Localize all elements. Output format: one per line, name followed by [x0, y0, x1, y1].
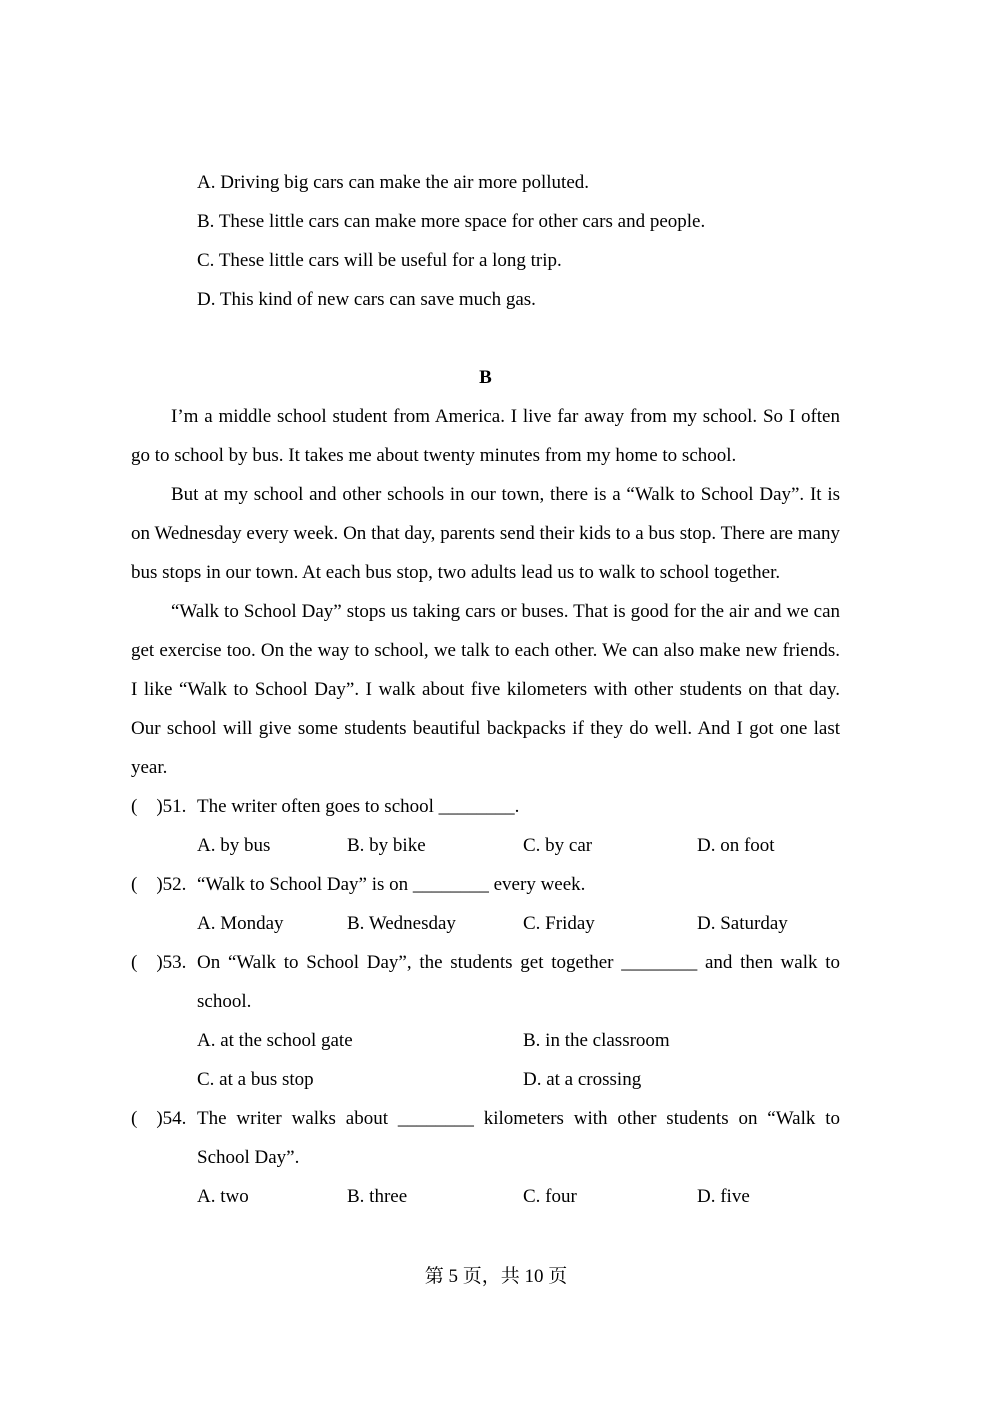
- question-54-option-b: B. three: [347, 1186, 408, 1207]
- question-51-stem: The writer often goes to school ________.: [197, 796, 520, 817]
- question-51-option-a: A. by bus: [197, 835, 271, 856]
- blank-line: [131, 319, 840, 358]
- question-54-options: [131, 1177, 840, 1216]
- question-52-option-c: C. Friday: [523, 913, 595, 934]
- question-53-option-d: D. at a crossing: [523, 1069, 642, 1090]
- content-area: [131, 163, 840, 1216]
- lead-option-a: A. Driving big cars can make the air more polluted.: [197, 172, 590, 193]
- page-footer: 第 5 页，共 10 页: [424, 1266, 568, 1287]
- question-54-option-a: A. two: [197, 1186, 249, 1207]
- question-53-options-row-2: [131, 1060, 840, 1099]
- question-53-answer-bracket: ( )53.: [131, 952, 187, 973]
- question-54: [131, 1099, 840, 1177]
- question-53-option-b: B. in the classroom: [523, 1030, 670, 1051]
- question-52-options: [131, 904, 840, 943]
- lead-option-c: C. These little cars will be useful for a long trip.: [197, 250, 562, 271]
- question-54-option-d: D. five: [697, 1186, 750, 1207]
- passage-section-heading: B: [479, 367, 492, 388]
- question-54-stem: The writer walks about ________ kilometers with other students on “Walk to School Day”.: [197, 1108, 840, 1168]
- passage-paragraph-1: I’m a middle school student from America. I live far away from my school. So I often go to school by bus. It takes me about twenty minutes from my home to school.: [131, 406, 840, 466]
- question-51-option-c: C. by car: [523, 835, 593, 856]
- question-53-stem: On “Walk to School Day”, the students get together ________ and then walk to school.: [197, 952, 840, 1012]
- question-51-option-d: D. on foot: [697, 835, 775, 856]
- question-52-option-d: D. Saturday: [697, 913, 788, 934]
- question-54-option-c: C. four: [523, 1186, 577, 1207]
- question-52: [131, 865, 840, 904]
- question-52-stem: “Walk to School Day” is on ________ every week.: [197, 874, 586, 895]
- question-52-option-b: B. Wednesday: [347, 913, 456, 934]
- question-51-answer-bracket: ( )51.: [131, 796, 187, 817]
- question-53-option-c: C. at a bus stop: [197, 1069, 314, 1090]
- question-51-option-b: B. by bike: [347, 835, 426, 856]
- question-52-option-a: A. Monday: [197, 913, 284, 934]
- passage-paragraph-2: But at my school and other schools in our town, there is a “Walk to School Day”. It is on Wednesday every week. On that day, parents send their kids to a bus stop. There are many bus stops in our town. At each bus stop, two adults lead us to walk to school together.: [131, 484, 840, 583]
- question-52-answer-bracket: ( )52.: [131, 874, 187, 895]
- question-54-answer-bracket: ( )54.: [131, 1108, 187, 1129]
- question-53: [131, 943, 840, 1021]
- lead-option-d: D. This kind of new cars can save much gas.: [197, 289, 536, 310]
- question-51: [131, 787, 840, 826]
- lead-option-b: B. These little cars can make more space for other cars and people.: [197, 211, 706, 232]
- question-53-option-a: A. at the school gate: [197, 1030, 353, 1051]
- passage-paragraph-3: “Walk to School Day” stops us taking cars or buses. That is good for the air and we can get exercise too. On the way to school, we talk to each other. We can also make new friends. I like “Walk to School Day”. I walk about five kilometers with other students on that day. Our school will give some students beautiful backpacks if they do well. And I got one last year.: [131, 601, 840, 778]
- question-51-options: [131, 826, 840, 865]
- question-53-options-row-1: [131, 1021, 840, 1060]
